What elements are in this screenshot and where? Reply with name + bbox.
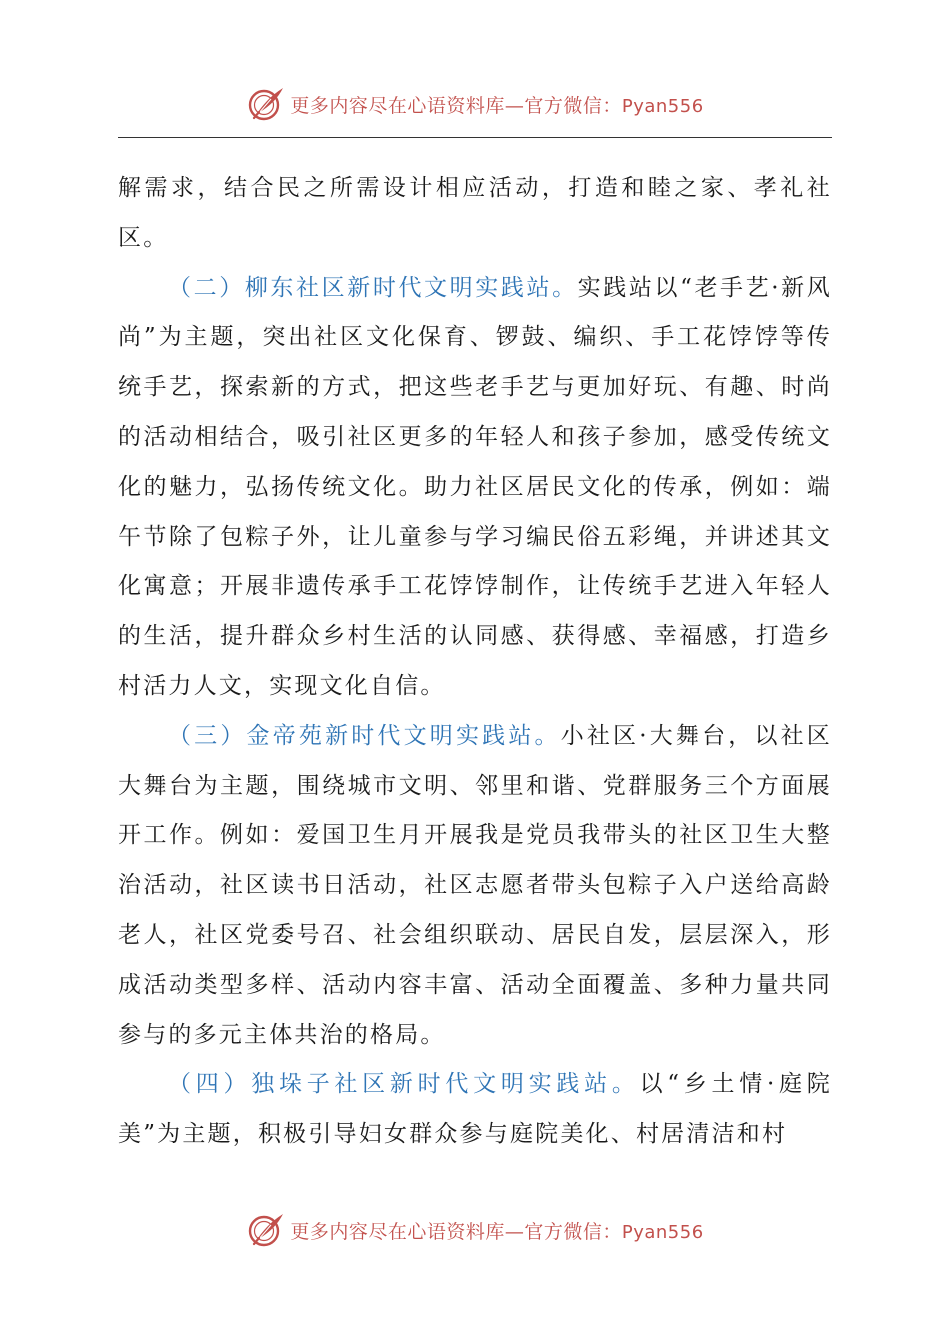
header-banner-text: [290, 91, 703, 118]
footer-banner-text: [290, 1217, 703, 1244]
header-banner: [0, 82, 950, 126]
header-banner-label: 更多内容尽在心语资料库—官方微信：: [290, 94, 622, 117]
paragraph-2: [118, 264, 832, 712]
paragraph-1: [118, 164, 832, 264]
header-banner-handle: Pyan556: [621, 95, 704, 117]
paragraph-2-heading: （二）柳东社区新时代文明实践站。: [168, 274, 578, 301]
paragraph-3: [118, 712, 832, 1061]
footer-banner: [0, 1208, 950, 1252]
footer-banner-handle: Pyan556: [621, 1221, 704, 1243]
header-rule: [118, 137, 832, 138]
quill-pen-logo-icon: [246, 1210, 286, 1250]
footer-banner-label: 更多内容尽在心语资料库—官方微信：: [290, 1220, 622, 1243]
paragraph-3-text: 小社区·大舞台，以社区大舞台为主题，围绕城市文明、邻里和谐、党群服务三个方面展开工作。例如：爱国卫生月开展我是党员我带头的社区卫生大整治活动，社区读书日活动，社区志愿者带头包粽子入户送给高龄老人，社区党委号召、社会组织联动、居民自发，层层深入，形成活动类型多样、活动内容丰富、活动全面覆盖、多种力量共同参与的多元主体共治的格局。: [118, 722, 833, 1048]
paragraph-4-heading: （四）独垛子社区新时代文明实践站。: [168, 1071, 640, 1098]
paragraph-1-text: 解需求，结合民之所需设计相应活动，打造和睦之家、孝礼社区。: [118, 175, 832, 251]
paragraph-3-heading: （三）金帝苑新时代文明实践站。: [168, 722, 561, 749]
paragraph-4-text: 以“乡土情·庭院美”为主题，积极引导妇女群众参与庭院美化、村居清洁和村: [118, 1071, 833, 1148]
paragraph-4: [118, 1060, 832, 1160]
document-body: [118, 164, 832, 1160]
quill-pen-logo-icon: [246, 84, 286, 124]
paragraph-2-text: 实践站以“老手艺·新风尚”为主题，突出社区文化保育、锣鼓、编织、手工花饽饽等传统手艺，探索新的方式，把这些老手艺与更加好玩、有趣、时尚的活动相结合，吸引社区更多的年轻人和孩子参加，感受传统文化的魅力，弘扬传统文化。助力社区居民文化的传承，例如：端午节除了包粽子外，让儿童参与学习编民俗五彩绳，并讲述其文化寓意；开展非遗传承手工花饽饽制作，让传统手艺进入年轻人的生活，提升群众乡村生活的认同感、获得感、幸福感，打造乡村活力人文，实现文化自信。: [118, 274, 832, 699]
